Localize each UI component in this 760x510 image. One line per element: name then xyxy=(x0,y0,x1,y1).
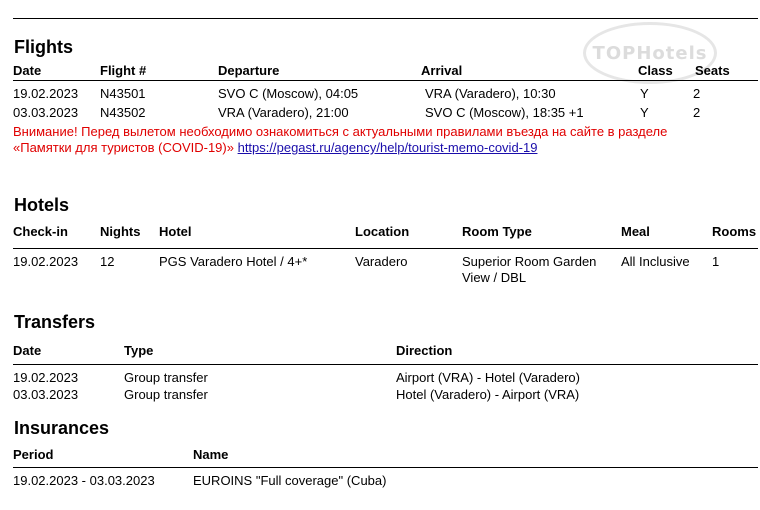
hotel-checkin: 19.02.2023 xyxy=(13,254,79,269)
flight-arrival: VRA (Varadero), 10:30 xyxy=(425,86,556,101)
flight-seats: 2 xyxy=(693,86,701,101)
insurances-header-name: Name xyxy=(193,447,229,462)
transfer-date: 03.03.2023 xyxy=(13,387,79,402)
top-rule xyxy=(13,18,758,19)
insurance-name: EUROINS "Full coverage" (Cuba) xyxy=(193,473,387,488)
flights-header-class: Class xyxy=(638,63,673,78)
insurance-period: 19.02.2023 - 03.03.2023 xyxy=(13,473,155,488)
flight-departure: SVO C (Moscow), 04:05 xyxy=(218,86,359,101)
transfers-header-date: Date xyxy=(13,343,42,358)
flight-seats: 2 xyxy=(693,105,701,120)
flights-title: Flights xyxy=(14,37,73,57)
flight-class: Y xyxy=(640,86,649,101)
covid-memo-link[interactable]: https://pegast.ru/agency/help/tourist-memo-covid-19 xyxy=(237,140,538,155)
covid-warning-memo: «Памятки для туристов (COVID-19)» xyxy=(13,140,234,155)
transfers-header-type: Type xyxy=(124,343,154,358)
flights-header-date: Date xyxy=(13,63,42,78)
transfer-type: Group transfer xyxy=(124,387,208,402)
hotel-nights: 12 xyxy=(100,254,115,269)
transfers-header-direction: Direction xyxy=(396,343,453,358)
hotels-header-checkin: Check-in xyxy=(13,224,68,239)
flight-class: Y xyxy=(640,105,649,120)
flights-header-arrival: Arrival xyxy=(421,63,463,78)
covid-warning-line2 xyxy=(13,140,537,155)
flight-departure: VRA (Varadero), 21:00 xyxy=(218,105,349,120)
hotels-header-location: Location xyxy=(355,224,410,239)
hotels-header-hotel: Hotel xyxy=(159,224,192,239)
insurances-header-rule xyxy=(13,467,758,468)
transfer-direction: Hotel (Varadero) - Airport (VRA) xyxy=(396,387,580,402)
hotels-header-meal: Meal xyxy=(621,224,650,239)
flights-header-flight: Flight # xyxy=(100,63,147,78)
flight-date: 03.03.2023 xyxy=(13,105,79,120)
hotels-title: Hotels xyxy=(14,195,70,215)
flight-arrival: SVO C (Moscow), 18:35 +1 xyxy=(425,105,584,120)
flights-header-seats: Seats xyxy=(695,63,730,78)
insurances-header-period: Period xyxy=(13,447,54,462)
covid-warning-text: Внимание! Перед вылетом необходимо ознакомиться с актуальными правилами въезда на сайте в разделе xyxy=(13,124,668,139)
hotel-meal: All Inclusive xyxy=(621,254,690,269)
hotels-header-nights: Nights xyxy=(100,224,141,239)
flights-header-departure: Departure xyxy=(218,63,280,78)
flight-number: N43502 xyxy=(100,105,146,120)
hotel-location: Varadero xyxy=(355,254,408,269)
hotels-header-rule xyxy=(13,248,758,249)
flight-date: 19.02.2023 xyxy=(13,86,79,101)
transfer-date: 19.02.2023 xyxy=(13,370,79,385)
flight-number: N43501 xyxy=(100,86,146,101)
hotel-name: PGS Varadero Hotel / 4+* xyxy=(159,254,308,269)
hotel-room-type-line2: View / DBL xyxy=(462,270,527,285)
flights-header-rule xyxy=(13,80,758,81)
hotel-room-type: Superior Room Garden xyxy=(462,254,597,269)
transfers-title: Transfers xyxy=(14,312,96,332)
hotel-rooms: 1 xyxy=(712,254,720,269)
transfers-header-rule xyxy=(13,364,758,365)
transfer-type: Group transfer xyxy=(124,370,208,385)
transfer-direction: Airport (VRA) - Hotel (Varadero) xyxy=(396,370,580,385)
watermark-logo: TOPHotels xyxy=(583,22,717,84)
insurances-title: Insurances xyxy=(14,418,110,438)
hotels-header-room-type: Room Type xyxy=(462,224,532,239)
hotels-header-rooms: Rooms xyxy=(712,224,757,239)
